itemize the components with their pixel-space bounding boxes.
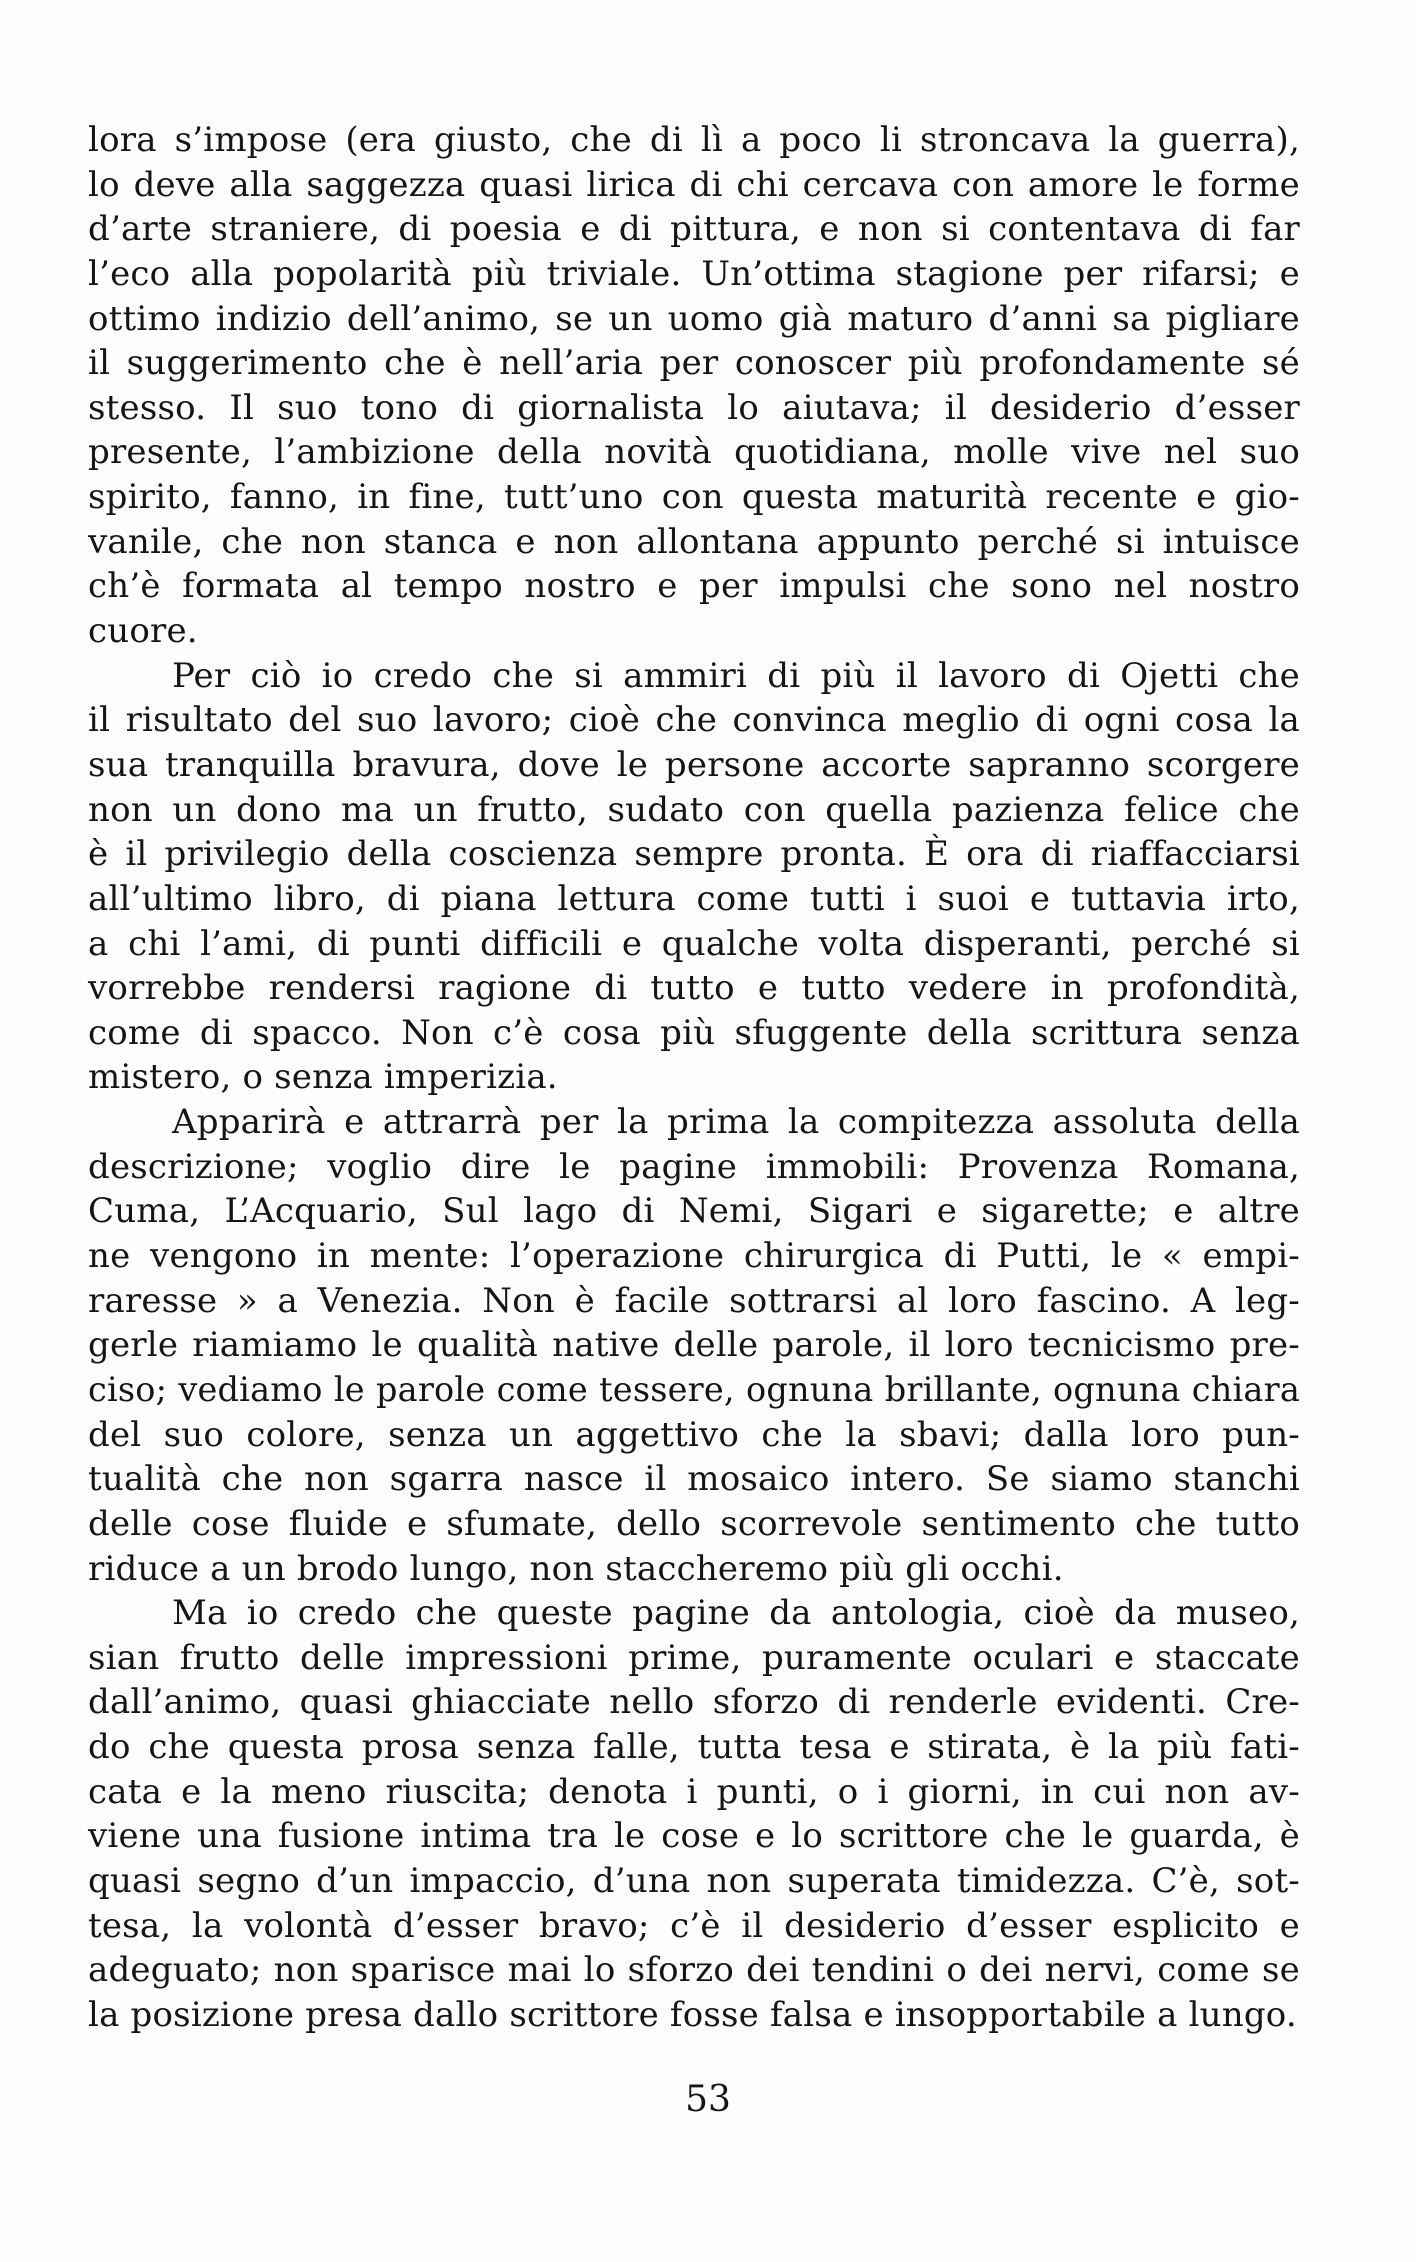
text-line: riduce a un brodo lungo, non staccheremo più gli occhi.	[88, 1548, 1064, 1589]
text-line: spirito, fanno, in fine, tutt’uno con questa maturità recente e gio-	[88, 477, 1300, 518]
paragraph	[88, 1100, 1300, 1591]
text-line: presente, l’ambizione della novità quotidiana, molle vive nel suo	[88, 432, 1300, 473]
text-line: vanile, che non stanca e non allontana appunto perché si intuisce	[88, 521, 1300, 562]
text-line: vorrebbe rendersi ragione di tutto e tutto vedere in profondità,	[88, 968, 1300, 1009]
text-line: quasi segno d’un impaccio, d’una non superata timidezza. C’è, sot-	[88, 1860, 1300, 1901]
text-line: descrizione; voglio dire le pagine immobili: Provenza Romana,	[88, 1146, 1300, 1187]
text-line: mistero, o senza imperizia.	[88, 1057, 558, 1098]
body-text	[88, 118, 1300, 2038]
text-line: stesso. Il suo tono di giornalista lo aiutava; il desiderio d’esser	[88, 387, 1300, 428]
text-line: ne vengono in mente: l’operazione chirurgica di Putti, le « empi-	[88, 1236, 1300, 1277]
text-line: Per ciò io credo che si ammiri di più il lavoro di Ojetti che	[172, 655, 1300, 696]
paragraph	[88, 118, 1300, 654]
text-line: è il privilegio della coscienza sempre pronta. È ora di riaffacciarsi	[88, 834, 1300, 875]
text-line: come di spacco. Non c’è cosa più sfuggente della scrittura senza	[88, 1012, 1300, 1053]
text-line: ch’è formata al tempo nostro e per impulsi che sono nel nostro	[88, 566, 1300, 607]
text-line: il suggerimento che è nell’aria per conoscer più profondamente sé	[88, 343, 1300, 384]
text-line: ottimo indizio dell’animo, se un uomo già maturo d’anni sa pigliare	[88, 298, 1300, 339]
paragraph	[88, 1591, 1300, 2037]
text-line: Ma io credo che queste pagine da antologia, cioè da museo,	[172, 1593, 1300, 1634]
text-line: Cuma, L’Acquario, Sul lago di Nemi, Sigari e sigarette; e altre	[88, 1191, 1300, 1232]
text-line: a chi l’ami, di punti difficili e qualche volta disperanti, perché si	[88, 923, 1300, 964]
text-line: lora s’impose (era giusto, che di lì a poco li stroncava la guerra),	[88, 120, 1300, 160]
paragraph	[88, 654, 1300, 1100]
text-line: sua tranquilla bravura, dove le persone accorte sapranno scorgere	[88, 744, 1300, 785]
text-line: viene una fusione intima tra le cose e lo scrittore che le guarda, è	[88, 1816, 1300, 1857]
page-number: 53	[685, 2079, 731, 2120]
text-line: non un dono ma un frutto, sudato con quella pazienza felice che	[88, 789, 1300, 830]
text-line: all’ultimo libro, di piana lettura come tutti i suoi e tuttavia irto,	[88, 878, 1300, 919]
text-line: gerle riamiamo le qualità native delle parole, il loro tecnicismo pre-	[88, 1325, 1300, 1366]
text-line: il risultato del suo lavoro; cioè che convinca meglio di ogni cosa la	[88, 700, 1300, 741]
text-line: raresse » a Venezia. Non è facile sottrarsi al loro fascino. A leg-	[88, 1280, 1300, 1321]
text-line: la posizione presa dallo scrittore fosse falsa e insopportabile a lungo.	[88, 1994, 1297, 2035]
text-line: ciso; vediamo le parole come tessere, ognuna brillante, ognuna chiara	[88, 1369, 1300, 1409]
text-line: l’eco alla popolarità più triviale. Un’ottima stagione per rifarsi; e	[88, 253, 1300, 294]
text-line: del suo colore, senza un aggettivo che la sbavi; dalla loro pun-	[88, 1414, 1300, 1455]
text-line: tualità che non sgarra nasce il mosaico intero. Se siamo stanchi	[88, 1459, 1300, 1500]
text-line: adeguato; non sparisce mai lo sforzo dei tendini o dei nervi, come se	[88, 1950, 1300, 1991]
text-line: Apparirà e attrarrà per la prima la compitezza assoluta della	[172, 1102, 1300, 1143]
text-line: lo deve alla saggezza quasi lirica di chi cercava con amore le forme	[88, 164, 1300, 205]
text-line: sian frutto delle impressioni prime, puramente oculari e staccate	[88, 1637, 1300, 1678]
text-line: delle cose fluide e sfumate, dello scorrevole sentimento che tutto	[88, 1503, 1300, 1544]
text-line: tesa, la volontà d’esser bravo; c’è il desiderio d’esser esplicito e	[88, 1905, 1300, 1946]
text-line: do che questa prosa senza falle, tutta tesa e stirata, è la più fati-	[88, 1727, 1300, 1768]
text-line: cata e la meno riuscita; denota i punti, o i giorni, in cui non av-	[88, 1771, 1300, 1812]
text-line: cuore.	[88, 611, 198, 652]
text-line: d’arte straniere, di poesia e di pittura, e non si contentava di far	[88, 209, 1300, 250]
text-line: dall’animo, quasi ghiacciate nello sforzo di renderle evidenti. Cre-	[88, 1682, 1300, 1723]
